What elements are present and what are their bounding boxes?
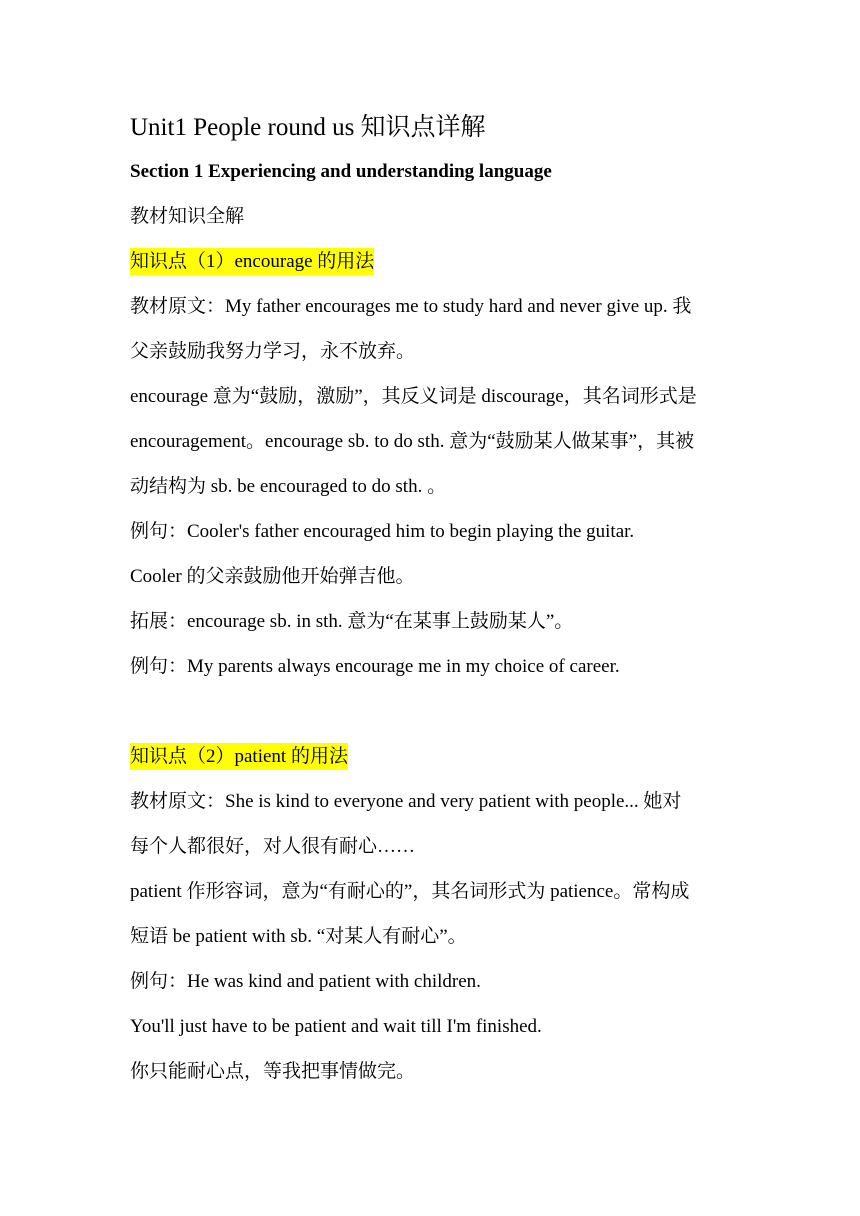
point1-explain-line2: encouragement。encourage sb. to do sth. 意为“鼓励某人做某事”，其被 — [130, 431, 695, 452]
point1-extension: 拓展：encourage sb. in sth. 意为“在某事上鼓励某人”。 — [130, 611, 574, 632]
point1-example2: 例句：My parents always encourage me in my choice of career. — [130, 656, 620, 677]
subtitle: 教材知识全解 — [130, 206, 245, 227]
point2-example2-cn: 你只能耐心点，等我把事情做完。 — [130, 1061, 416, 1082]
section-heading: Section 1 Experiencing and understanding language — [130, 161, 552, 182]
point1-source-line1: 教材原文：My father encourages me to study hard and never give up. 我 — [130, 296, 692, 317]
point1-example1-cn: Cooler 的父亲鼓励他开始弹吉他。 — [130, 566, 415, 587]
point2-source-line1: 教材原文：She is kind to everyone and very patient with people... 她对 — [130, 791, 682, 812]
point1-explain-line3: 动结构为 sb. be encouraged to do sth. 。 — [130, 476, 447, 497]
point1-heading-text: 知识点（1）encourage 的用法 — [130, 248, 374, 275]
point2-source-line2: 每个人都很好，对人很有耐心…… — [130, 836, 416, 857]
point2-example1: 例句：He was kind and patient with children. — [130, 971, 481, 992]
point1-example1: 例句：Cooler's father encouraged him to begin playing the guitar. — [130, 521, 635, 542]
point2-explain-line2: 短语 be patient with sb. “对某人有耐心”。 — [130, 926, 467, 947]
point2-example2: You'll just have to be patient and wait till I'm finished. — [130, 1016, 542, 1037]
point1-heading — [130, 250, 735, 274]
point2-heading-text: 知识点（2）patient 的用法 — [130, 743, 348, 770]
point1-source-line2: 父亲鼓励我努力学习，永不放弃。 — [130, 341, 416, 362]
doc-title: Unit1 People round us 知识点详解 — [130, 114, 486, 141]
point2-explain-line1: patient 作形容词，意为“有耐心的”，其名词形式为 patience。常构成 — [130, 881, 690, 902]
point1-explain-line1: encourage 意为“鼓励，激励”，其反义词是 discourage，其名词形式是 — [130, 386, 697, 407]
point2-heading — [130, 745, 735, 769]
